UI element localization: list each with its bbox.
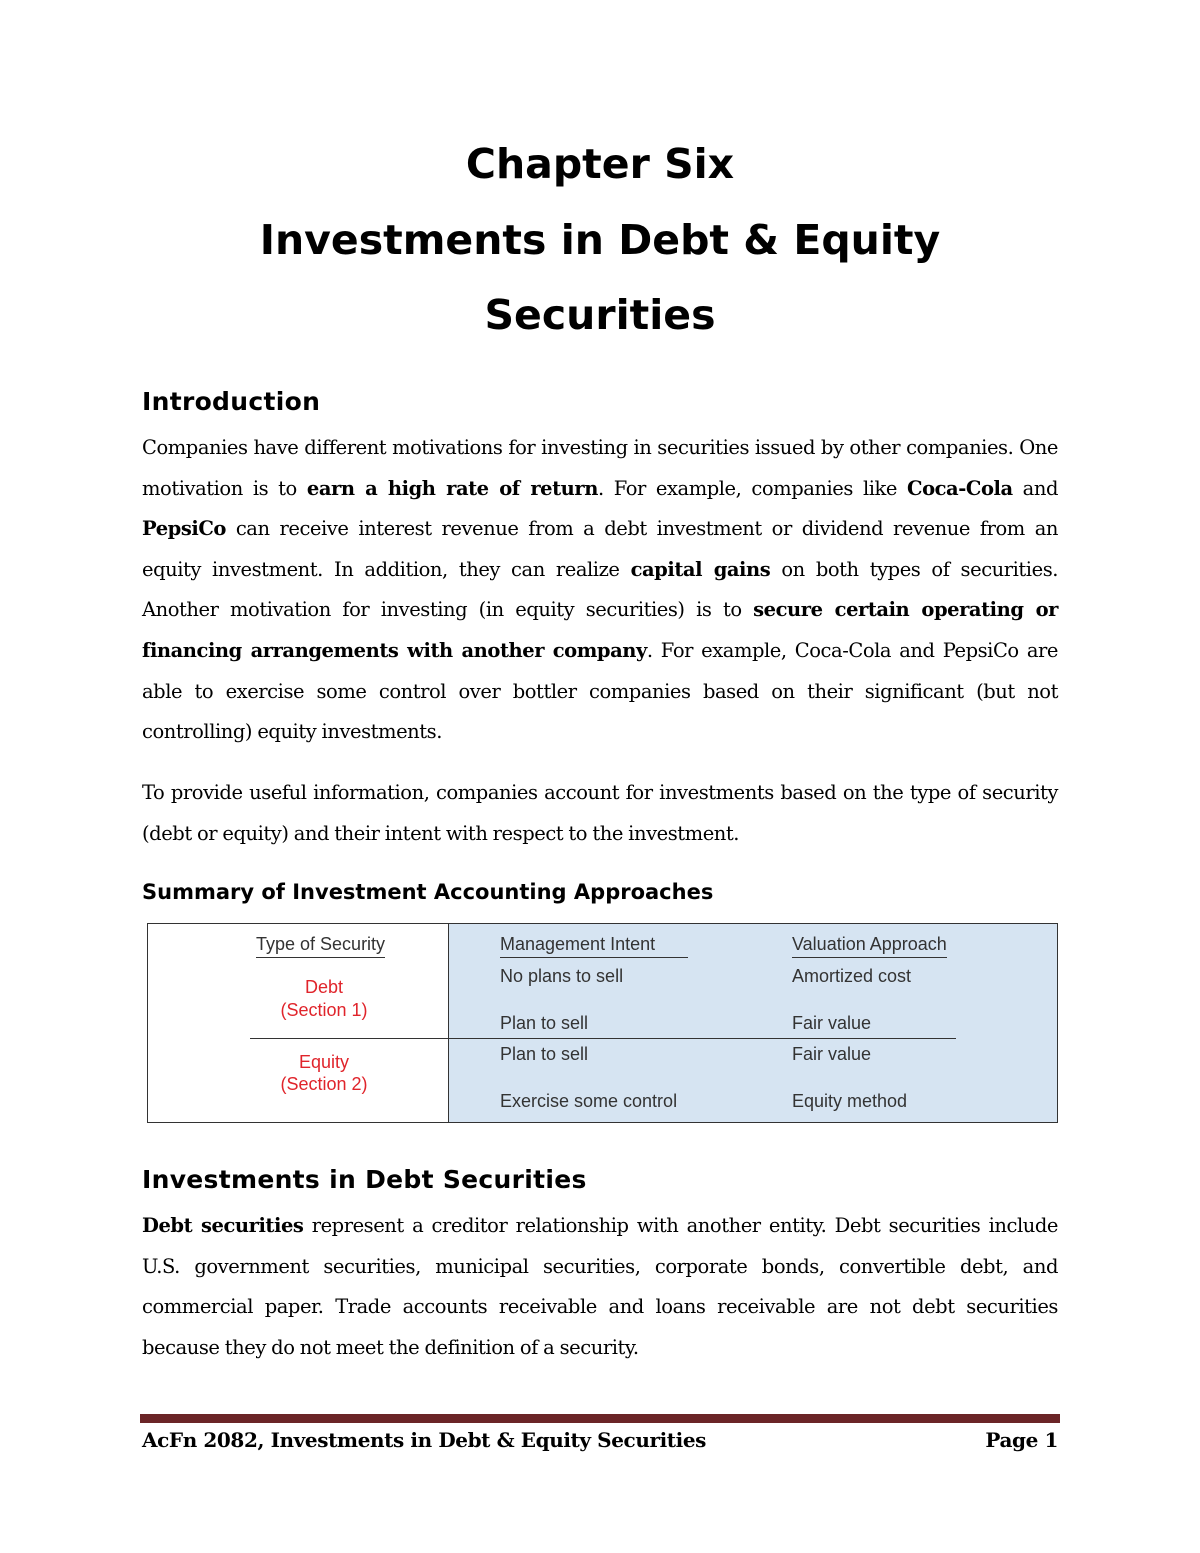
section-divider (250, 1038, 956, 1039)
chapter-subtitle-line1: Investments in Debt & Equity (259, 216, 941, 264)
valuation-cell: Fair value (792, 1013, 872, 1033)
emphasis-text: capital gains (630, 557, 771, 581)
intent-cell: Plan to sell (500, 1044, 589, 1064)
summary-table (147, 923, 1058, 1123)
text-run: . For example, Coca-Cola and PepsiCo are able to exercise some control over bottler companies based on their significant (but not controlling) equity investments. (142, 638, 1059, 744)
debt-securities-heading: Investments in Debt Securities (142, 1165, 587, 1194)
text-run: . For example, companies like (597, 476, 907, 500)
valuation-cell: Amortized cost (792, 966, 912, 986)
text-run: and (1012, 476, 1058, 500)
debt-section-label: (Section 1) (280, 1000, 368, 1020)
page-number: Page 1 (985, 1428, 1058, 1452)
valuation-cell: Fair value (792, 1044, 872, 1064)
debt-label: Debt (304, 977, 344, 997)
equity-section-label: (Section 2) (280, 1074, 368, 1094)
introduction-heading: Introduction (142, 387, 321, 416)
intent-cell: Plan to sell (500, 1013, 589, 1033)
introduction-paragraph-2: To provide useful information, companies account for investments based on the type of security (debt or equity) and their intent with respect to the investment. (142, 781, 1058, 845)
emphasis-text: Debt securities (142, 1214, 304, 1237)
debt-securities-paragraph (142, 1206, 1058, 1368)
footer-course-title: AcFn 2082, Investments in Debt & Equity Securities (142, 1428, 707, 1452)
text-run: on both types of securities. Another motivation for investing (in equity securities) is to (142, 557, 1058, 622)
intent-cell: No plans to sell (500, 966, 624, 986)
emphasis-text: Coca-Cola (907, 476, 1013, 500)
chapter-title: Chapter Six (465, 140, 735, 188)
text-run: Companies have different motivations for investing in securities issued by other companies. One motivation is to (142, 436, 1058, 500)
management-intent-header: Management Intent (500, 934, 688, 958)
emphasis-text: PepsiCo (142, 517, 226, 541)
introduction-paragraph-1 (142, 428, 1058, 753)
valuation-cell: Equity method (792, 1091, 908, 1111)
intent-cell: Exercise some control (500, 1091, 678, 1111)
text-run: represent a creditor relationship with another entity. Debt securities include U.S. government securities, municipal securities, corporate bonds, convertible debt, and commercial paper. Trade accounts receivable and loans receivable are not debt securities because they do not meet the definition of a security. (142, 1214, 1058, 1359)
valuation-approach-header: Valuation Approach (792, 934, 947, 958)
summary-heading: Summary of Investment Accounting Approaches (142, 880, 714, 904)
chapter-subtitle-line2: Securities (484, 291, 716, 339)
text-run: can receive interest revenue from a debt investment or dividend revenue from an equity investment. In addition, they can realize (142, 517, 1058, 581)
emphasis-text: secure certain operating or financing arrangements with another company (142, 598, 1058, 662)
emphasis-text: earn a high rate of return (306, 476, 598, 500)
footer-rule (140, 1414, 1060, 1423)
type-of-security-header: Type of Security (256, 934, 385, 958)
equity-label: Equity (298, 1052, 350, 1072)
